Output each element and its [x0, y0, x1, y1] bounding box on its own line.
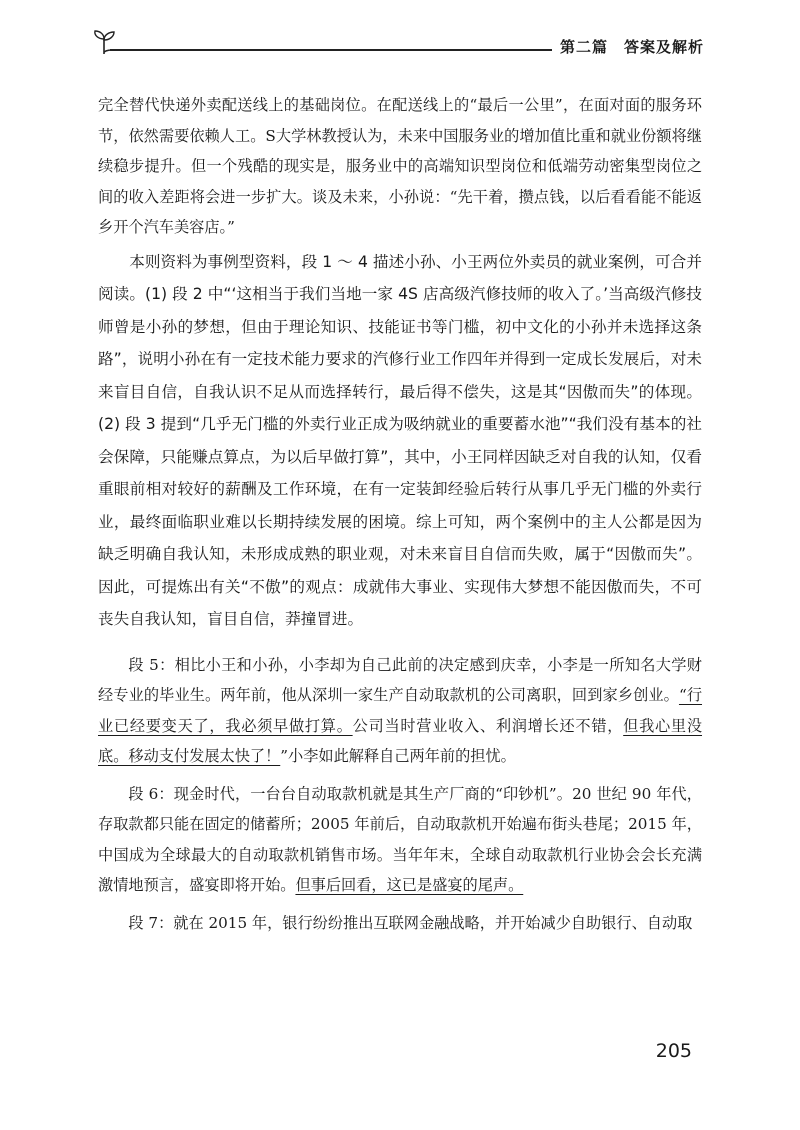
paragraph-5-text-c: ”小李如此解释自己两年前的担忧。 [280, 747, 516, 765]
paragraph-6-text: 段 6：现金时代，一台台自动取款机就是其生产厂商的“印钞机”。20 世纪 90 年代，存取款都只能在固定的储蓄所；2005 年前后，自动取款机开始遍布街头巷尾；2015 年，中国成为全球最大的自动取款机销售市场。当年年末，全球自动取款机行业协会会长充满激情地预言，盛宴即将开始。 [98, 784, 702, 894]
paragraph-5-text-a: 段 5：相比小王和小孙，小李却为自己此前的决定感到庆幸，小李是一所知名大学财经专业的毕业生。两年前，他从深圳一家生产自动取款机的公司离职，回到家乡创业。 [98, 655, 702, 704]
section-title: 第二篇 答案及解析 [559, 38, 704, 56]
paragraph-7: 段 7：就在 2015 年，银行纷纷推出互联网金融战略，并开始减少自助银行、自动取 [128, 913, 693, 932]
underlined-quote-1: “行业已经要变天了，我必须早做打算。 [98, 686, 703, 735]
page-header [92, 28, 704, 58]
paragraph-5-text-b: 公司当时营业收入、利润增长还不错， [352, 716, 624, 735]
underlined-sentence: 但事后回看，这已是盛宴的尾声。 [295, 876, 524, 894]
underlined-quote-2: 但我心里没底。移动支付发展太快了！ [98, 716, 703, 765]
page-number: 205 [655, 1040, 692, 1062]
analysis-paragraph: 本则资料为事例型资料，段 1 ～ 4 描述小孙、小王两位外卖员的就业案例，可合并阅读。(1) 段 2 中“‘这相当于我们当地一家 4S 店高级汽修技师的收入了。’当高级汽修技师曾是小孙的梦想，但由于理论知识、技能证书等门槛，初中文化的小孙并未选择这条路”，说明小孙在有一定技术能力要求的汽修行业工作四年并得到一定成长发展后，对未来盲目自信，自我认识不足从而选择转行，最后得不偿失，这是其“因傲而失”的体现。(2) 段 3 提到“几乎无门槛的外卖行业正成为吸纳就业的重要蓄水池”“我们没有基本的社会保障，只能赚点算点，为以后早做打算”，其中，小王同样因缺乏对自我的认知，仅看重眼前相对较好的薪酬及工作环境，在有一定装卸经验后转行从事几乎无门槛的外卖行业，最终面临职业难以长期持续发展的困境。综上可知，两个案例中的主人公都是因为缺乏明确自我认知，未形成成熟的职业观，对未来盲目自信而失败，属于“因傲而失”。因此，可提炼出有关“不傲”的观点：成就伟大事业、实现伟大梦想不能因傲而失，不可丧失自我认知，盲目自信，莽撞冒进。 [98, 252, 702, 628]
page-body [98, 90, 702, 938]
paragraph-5 [98, 650, 702, 772]
sprout-icon [92, 28, 118, 56]
paragraph-continued: 完全替代快递外卖配送线上的基础岗位。在配送线上的“最后一公里”，在面对面的服务环节，依然需要依赖人工。S大学林教授认为，未来中国服务业的增加值比重和就业份额将继续稳步提升。但一个残酷的现实是，服务业中的高端知识型岗位和低端劳动密集型岗位之间的收入差距将会进一步扩大。谈及未来，小孙说：“先干着，攒点钱，以后看看能不能返乡开个汽车美容店。” [98, 96, 702, 236]
header-rule [110, 49, 552, 51]
paragraph-6 [98, 779, 702, 901]
